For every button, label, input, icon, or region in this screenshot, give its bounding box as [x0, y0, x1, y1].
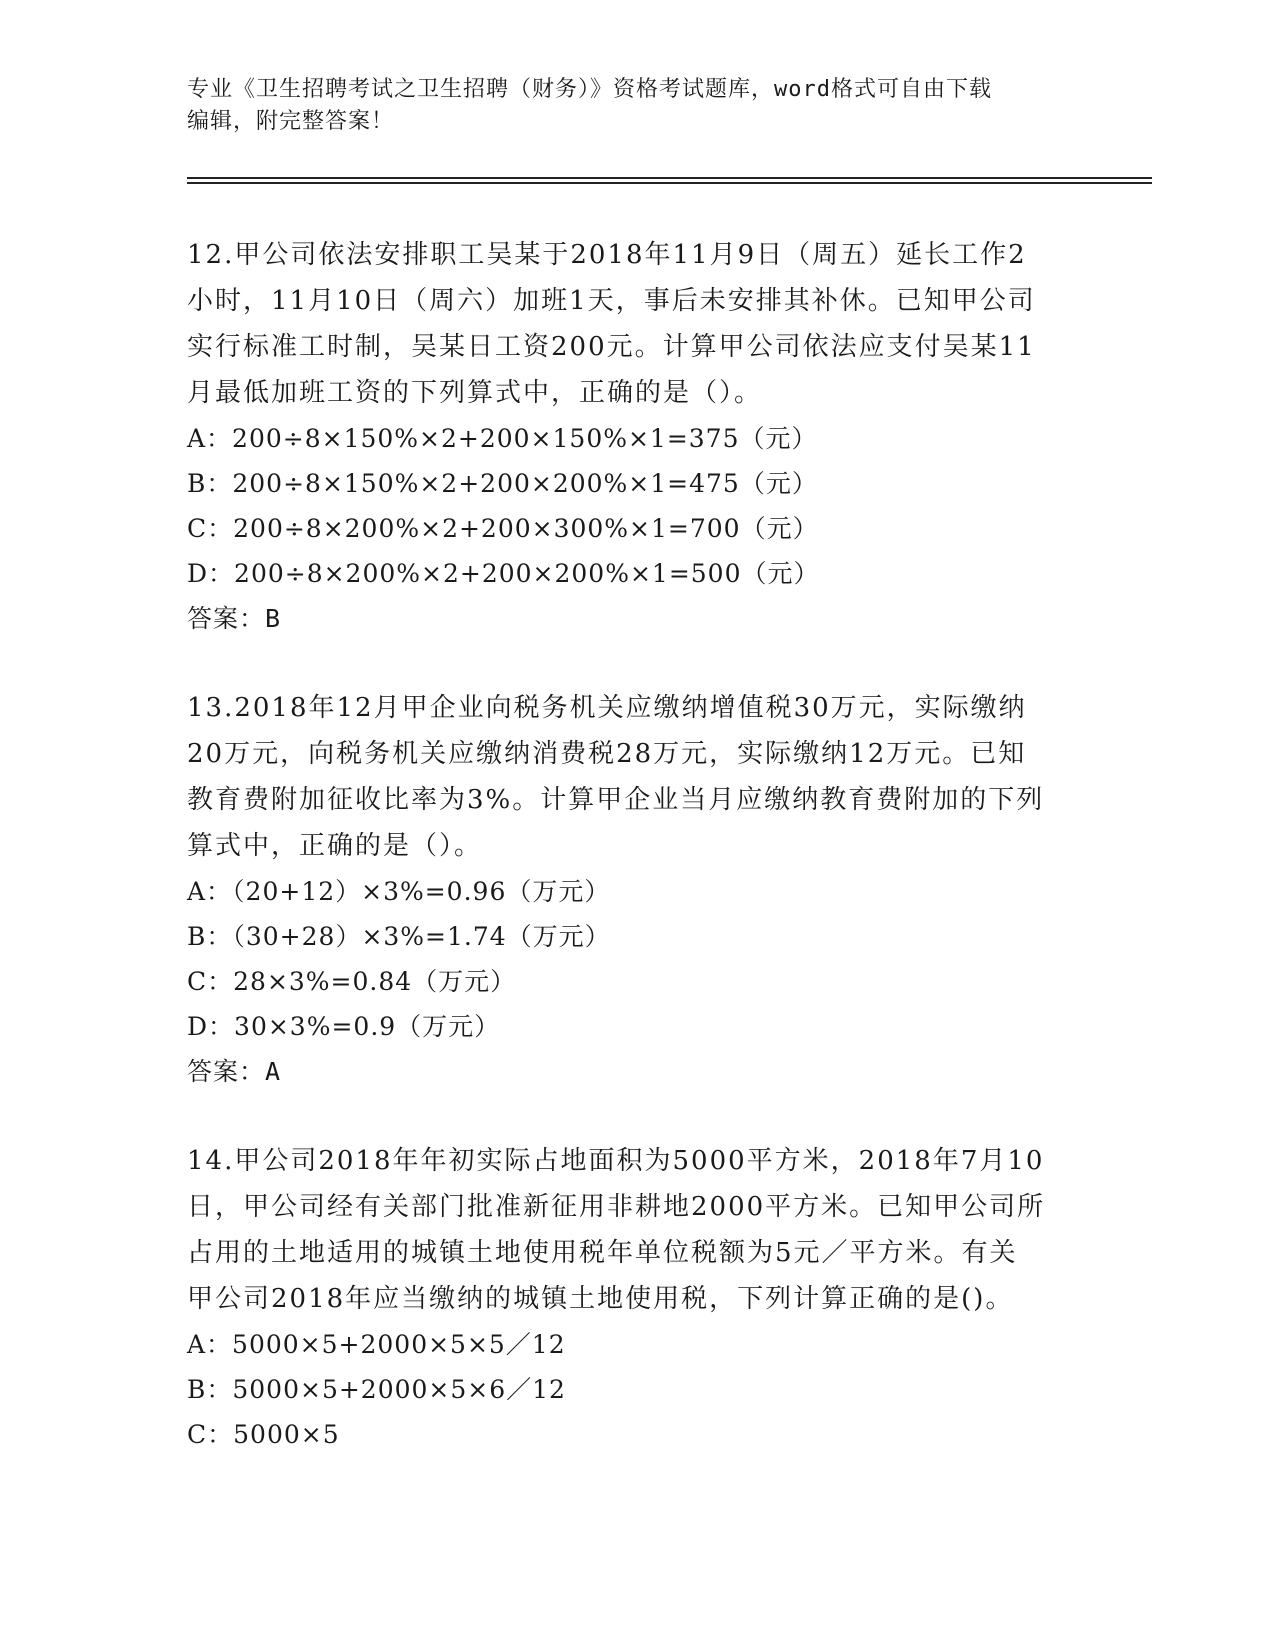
question-stem-line: 14.甲公司2018年年初实际占地面积为5000平方米，2018年7月10: [187, 1146, 1045, 1176]
question-stem-line: 算式中，正确的是（）。: [187, 831, 483, 861]
question-stem-line: 甲公司2018年应当缴纳的城镇土地使用税，下列计算正确的是()。: [187, 1284, 1014, 1314]
option-c: C：200÷8×200%×2+200×300%×1=700（元）: [187, 514, 819, 543]
question-stem-line: 日，甲公司经有关部门批准新征用非耕地2000平方米。已知甲公司所: [187, 1192, 1046, 1222]
question-12: [187, 232, 1087, 642]
header-divider: [187, 182, 1152, 184]
question-14: [187, 1138, 1087, 1457]
option-b: B：（30+28）×3%=1.74（万元）: [187, 922, 611, 951]
option-c: C：5000×5: [187, 1420, 340, 1449]
option-d: D：200÷8×200%×2+200×200%×1=500（元）: [187, 559, 820, 588]
question-stem-line: 实行标准工时制，吴某日工资200元。计算甲公司依法应支付吴某11: [187, 332, 1036, 362]
question-stem-line: 占用的土地适用的城镇土地使用税年单位税额为5元／平方米。有关: [187, 1238, 1018, 1268]
option-b: B：5000×5+2000×5×6／12: [187, 1375, 566, 1404]
header-line: 专业《卫生招聘考试之卫生招聘（财务）》资格考试题库，word格式可自由下载: [187, 77, 992, 102]
question-13: [187, 685, 1087, 1095]
question-stem-line: 20万元，向税务机关应缴纳消费税28万元，实际缴纳12万元。已知: [187, 739, 1027, 769]
option-a: A：5000×5+2000×5×5／12: [187, 1330, 566, 1359]
document-header: [187, 74, 1087, 138]
question-stem-line: 13.2018年12月甲企业向税务机关应缴纳增值税30万元，实际缴纳: [187, 693, 1027, 723]
answer-line: 答案：A: [187, 1057, 282, 1086]
answer-line: 答案：B: [187, 604, 282, 633]
option-d: D：30×3%=0.9（万元）: [187, 1012, 501, 1041]
question-stem-line: 教育费附加征收比率为3%。计算甲企业当月应缴纳教育费附加的下列: [187, 785, 1045, 815]
header-line: 编辑，附完整答案！: [187, 109, 395, 134]
question-stem-line: 12.甲公司依法安排职工吴某于2018年11月9日（周五）延长工作2: [187, 240, 1027, 270]
option-a: A：（20+12）×3%=0.96（万元）: [187, 877, 611, 906]
option-a: A：200÷8×150%×2+200×150%×1=375（元）: [187, 424, 818, 453]
question-stem-line: 月最低加班工资的下列算式中，正确的是（）。: [187, 378, 763, 408]
option-b: B：200÷8×150%×2+200×200%×1=475（元）: [187, 469, 818, 498]
header-divider: [187, 177, 1152, 179]
option-c: C：28×3%=0.84（万元）: [187, 967, 517, 996]
question-stem-line: 小时，11月10日（周六）加班1天，事后未安排其补休。已知甲公司: [187, 286, 1036, 316]
